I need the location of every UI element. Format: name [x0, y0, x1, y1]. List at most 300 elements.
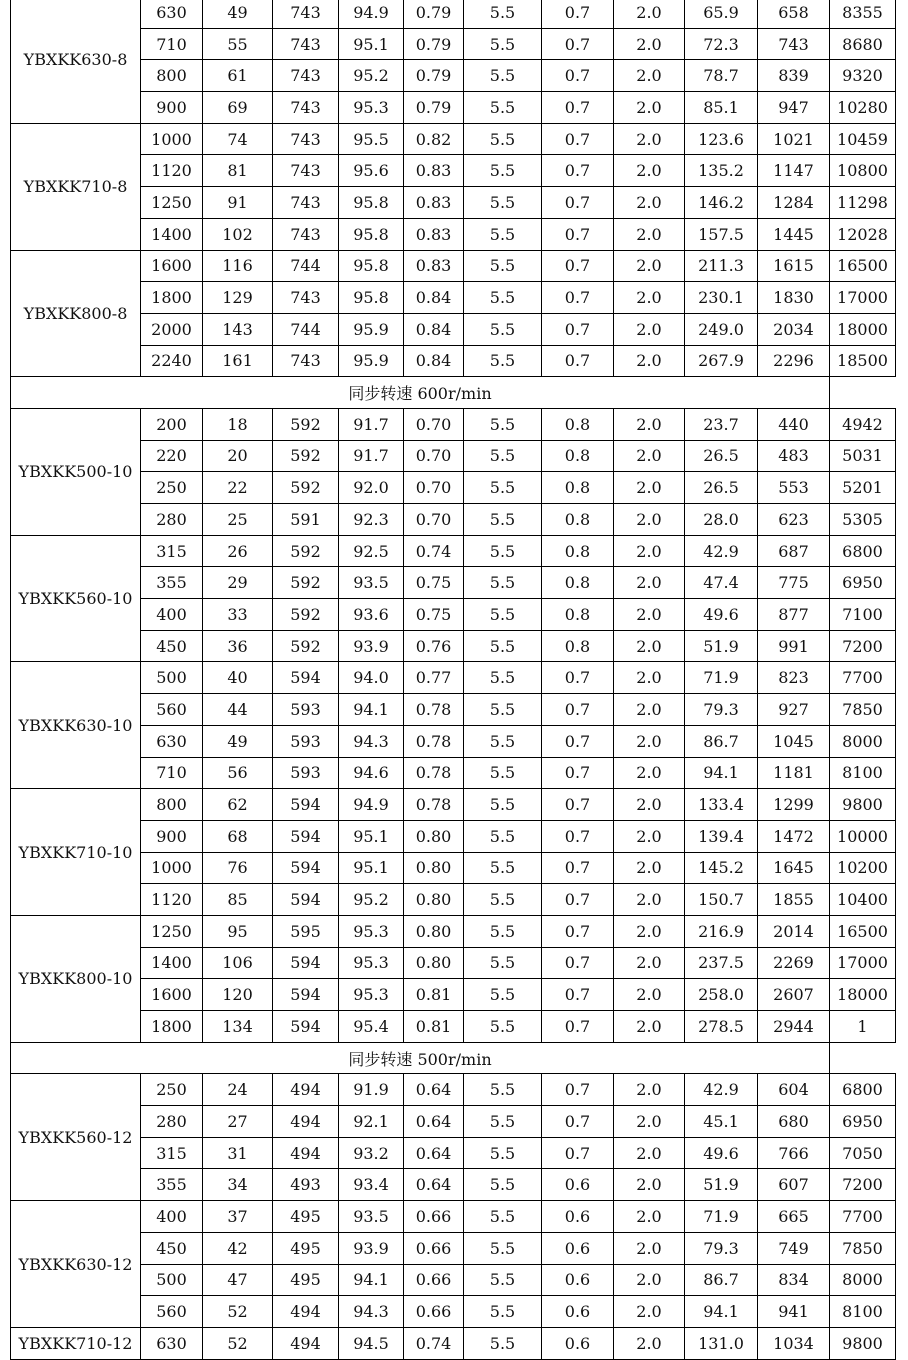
- table-cell: 5.5: [464, 1074, 542, 1106]
- table-cell: 4942: [830, 408, 896, 440]
- table-cell: 0.8: [542, 504, 614, 536]
- table-cell: 593: [273, 694, 339, 726]
- table-cell: 823: [758, 662, 830, 694]
- table-cell: 94.3: [339, 1296, 404, 1328]
- table-row: [11, 408, 896, 440]
- table-cell: 1600: [141, 979, 203, 1011]
- table-cell: 2.0: [614, 60, 685, 92]
- table-cell: 0.78: [404, 725, 464, 757]
- table-cell: 81: [203, 155, 273, 187]
- table-cell: 594: [273, 947, 339, 979]
- table-cell: 1147: [758, 155, 830, 187]
- table-cell: 0.7: [542, 60, 614, 92]
- table-cell: 0.7: [542, 725, 614, 757]
- table-cell: 710: [141, 757, 203, 789]
- table-cell: 36: [203, 630, 273, 662]
- table-cell: 95.4: [339, 1011, 404, 1043]
- table-cell: 0.7: [542, 218, 614, 250]
- table-cell: 280: [141, 504, 203, 536]
- table-cell: 131.0: [685, 1327, 758, 1359]
- table-cell: 0.6: [542, 1201, 614, 1233]
- table-cell: 161: [203, 345, 273, 377]
- table-cell: 5.5: [464, 662, 542, 694]
- table-cell: 27: [203, 1106, 273, 1138]
- table-cell: 1400: [141, 947, 203, 979]
- table-cell: 2.0: [614, 1264, 685, 1296]
- table-cell: 0.8: [542, 630, 614, 662]
- table-cell: 94.3: [339, 725, 404, 757]
- motor-spec-table-body: [11, 0, 896, 1359]
- table-cell: 5.5: [464, 60, 542, 92]
- model-cell: YBXKK710-12: [11, 1327, 141, 1359]
- table-cell: 95.2: [339, 884, 404, 916]
- table-cell: 0.7: [542, 979, 614, 1011]
- table-cell: 216.9: [685, 915, 758, 947]
- table-row: [11, 187, 896, 219]
- table-cell: 5.5: [464, 535, 542, 567]
- table-row: [11, 694, 896, 726]
- table-cell: 7200: [830, 1169, 896, 1201]
- table-cell: 78.7: [685, 60, 758, 92]
- table-cell: 0.79: [404, 0, 464, 28]
- table-row: [11, 1327, 896, 1359]
- table-row: [11, 1074, 896, 1106]
- model-cell: YBXKK560-12: [11, 1074, 141, 1201]
- table-cell: 2.0: [614, 123, 685, 155]
- table-cell: 1615: [758, 250, 830, 282]
- table-cell: 2.0: [614, 1137, 685, 1169]
- table-cell: 0.6: [542, 1264, 614, 1296]
- table-cell: 106: [203, 947, 273, 979]
- table-cell: 2.0: [614, 28, 685, 60]
- table-cell: 0.80: [404, 915, 464, 947]
- table-cell: 0.78: [404, 757, 464, 789]
- table-cell: 495: [273, 1232, 339, 1264]
- table-cell: 5201: [830, 472, 896, 504]
- table-cell: 2.0: [614, 282, 685, 314]
- table-cell: 94.1: [685, 757, 758, 789]
- table-cell: 743: [273, 345, 339, 377]
- table-cell: 2296: [758, 345, 830, 377]
- table-cell: 0.7: [542, 852, 614, 884]
- table-cell: 6800: [830, 1074, 896, 1106]
- table-cell: 495: [273, 1201, 339, 1233]
- table-cell: 7200: [830, 630, 896, 662]
- table-cell: 1299: [758, 789, 830, 821]
- table-cell: 33: [203, 599, 273, 631]
- table-cell: 1000: [141, 123, 203, 155]
- table-cell: 95.1: [339, 852, 404, 884]
- table-cell: 743: [273, 28, 339, 60]
- table-cell: 2607: [758, 979, 830, 1011]
- table-cell: 1250: [141, 187, 203, 219]
- table-cell: 2.0: [614, 1106, 685, 1138]
- table-row: [11, 218, 896, 250]
- table-cell: 592: [273, 535, 339, 567]
- table-cell: 592: [273, 440, 339, 472]
- table-cell: 95.8: [339, 282, 404, 314]
- table-cell: 2014: [758, 915, 830, 947]
- table-cell: 5.5: [464, 1296, 542, 1328]
- table-row: [11, 155, 896, 187]
- table-row: [11, 947, 896, 979]
- table-cell: 92.3: [339, 504, 404, 536]
- table-cell: 450: [141, 630, 203, 662]
- table-cell: 0.78: [404, 789, 464, 821]
- table-cell: 16500: [830, 250, 896, 282]
- table-cell: 92.1: [339, 1106, 404, 1138]
- table-cell: 93.9: [339, 630, 404, 662]
- table-row: [11, 92, 896, 124]
- table-cell: 24: [203, 1074, 273, 1106]
- table-cell: 52: [203, 1296, 273, 1328]
- table-cell: 5.5: [464, 725, 542, 757]
- table-cell: 135.2: [685, 155, 758, 187]
- table-cell: 102: [203, 218, 273, 250]
- table-cell: 604: [758, 1074, 830, 1106]
- table-cell: 1800: [141, 282, 203, 314]
- table-cell: 355: [141, 567, 203, 599]
- table-cell: 94.5: [339, 1327, 404, 1359]
- table-cell: 1600: [141, 250, 203, 282]
- table-cell: 0.81: [404, 1011, 464, 1043]
- table-cell: 743: [273, 187, 339, 219]
- table-cell: 23.7: [685, 408, 758, 440]
- table-cell: 85.1: [685, 92, 758, 124]
- table-row: [11, 567, 896, 599]
- section-row: [11, 1042, 896, 1074]
- table-cell: 94.0: [339, 662, 404, 694]
- table-cell: 95.3: [339, 92, 404, 124]
- table-cell: 5.5: [464, 408, 542, 440]
- table-cell: 2.0: [614, 599, 685, 631]
- table-cell: 560: [141, 694, 203, 726]
- table-cell: 47: [203, 1264, 273, 1296]
- motor-spec-table: [10, 0, 896, 1360]
- table-cell: 250: [141, 1074, 203, 1106]
- table-cell: 594: [273, 852, 339, 884]
- table-cell: 0.82: [404, 123, 464, 155]
- table-cell: 2.0: [614, 789, 685, 821]
- table-cell: 494: [273, 1074, 339, 1106]
- table-cell: 42: [203, 1232, 273, 1264]
- table-cell: 483: [758, 440, 830, 472]
- table-cell: 591: [273, 504, 339, 536]
- table-cell: 744: [273, 250, 339, 282]
- table-cell: 278.5: [685, 1011, 758, 1043]
- table-cell: 607: [758, 1169, 830, 1201]
- table-cell: 0.7: [542, 820, 614, 852]
- table-cell: 743: [758, 28, 830, 60]
- table-cell: 116: [203, 250, 273, 282]
- table-cell: 49.6: [685, 1137, 758, 1169]
- table-row: [11, 1011, 896, 1043]
- table-cell: 2.0: [614, 345, 685, 377]
- table-cell: 10000: [830, 820, 896, 852]
- table-cell: 1855: [758, 884, 830, 916]
- table-cell: 2.0: [614, 250, 685, 282]
- table-cell: 1045: [758, 725, 830, 757]
- table-row: [11, 725, 896, 757]
- table-cell: 1284: [758, 187, 830, 219]
- table-cell: 2.0: [614, 915, 685, 947]
- section-heading: 同步转速 600r/min: [11, 377, 830, 409]
- table-cell: 5.5: [464, 472, 542, 504]
- table-cell: 1445: [758, 218, 830, 250]
- table-cell: 595: [273, 915, 339, 947]
- table-cell: 2.0: [614, 662, 685, 694]
- table-cell: 5.5: [464, 1264, 542, 1296]
- table-cell: 91: [203, 187, 273, 219]
- table-cell: 52: [203, 1327, 273, 1359]
- table-cell: 95: [203, 915, 273, 947]
- table-cell: 143: [203, 313, 273, 345]
- table-cell: 258.0: [685, 979, 758, 1011]
- table-cell: 0.8: [542, 567, 614, 599]
- table-cell: 594: [273, 789, 339, 821]
- table-cell: 594: [273, 979, 339, 1011]
- table-cell: 0.81: [404, 979, 464, 1011]
- model-cell: YBXKK630-12: [11, 1201, 141, 1328]
- table-cell: 42.9: [685, 535, 758, 567]
- table-cell: 5.5: [464, 630, 542, 662]
- model-cell: YBXKK710-10: [11, 789, 141, 916]
- table-cell: 5.5: [464, 915, 542, 947]
- table-cell: 743: [273, 60, 339, 92]
- table-cell: 400: [141, 1201, 203, 1233]
- table-cell: 1000: [141, 852, 203, 884]
- table-cell: 0.70: [404, 472, 464, 504]
- table-cell: 16500: [830, 915, 896, 947]
- table-cell: 95.3: [339, 915, 404, 947]
- table-cell: 680: [758, 1106, 830, 1138]
- table-cell: 5305: [830, 504, 896, 536]
- table-cell: 95.2: [339, 60, 404, 92]
- table-cell: 5.5: [464, 852, 542, 884]
- table-cell: 5.5: [464, 123, 542, 155]
- table-cell: 0.7: [542, 345, 614, 377]
- table-row: [11, 440, 896, 472]
- table-cell: 18000: [830, 313, 896, 345]
- table-cell: 710: [141, 28, 203, 60]
- table-cell: 0.66: [404, 1296, 464, 1328]
- table-cell: 1645: [758, 852, 830, 884]
- table-cell: 0.6: [542, 1327, 614, 1359]
- table-cell: 22: [203, 472, 273, 504]
- table-cell: 95.3: [339, 947, 404, 979]
- table-cell: 623: [758, 504, 830, 536]
- table-cell: 594: [273, 820, 339, 852]
- table-cell: 2.0: [614, 852, 685, 884]
- table-cell: 5.5: [464, 884, 542, 916]
- table-cell: 237.5: [685, 947, 758, 979]
- table-cell: 95.9: [339, 345, 404, 377]
- table-cell: 0.74: [404, 1327, 464, 1359]
- table-cell: 5.5: [464, 979, 542, 1011]
- table-cell: 5.5: [464, 282, 542, 314]
- table-cell: 5.5: [464, 567, 542, 599]
- table-cell: 40: [203, 662, 273, 694]
- table-row: [11, 662, 896, 694]
- table-cell: 10800: [830, 155, 896, 187]
- table-cell: 900: [141, 820, 203, 852]
- table-cell: 315: [141, 1137, 203, 1169]
- table-cell: 2240: [141, 345, 203, 377]
- table-row: [11, 504, 896, 536]
- table-cell: 10459: [830, 123, 896, 155]
- table-row: [11, 472, 896, 504]
- table-cell: 5.5: [464, 155, 542, 187]
- section-heading: 同步转速 500r/min: [11, 1042, 830, 1074]
- table-cell: 79.3: [685, 694, 758, 726]
- table-cell: 0.7: [542, 155, 614, 187]
- table-cell: 5.5: [464, 820, 542, 852]
- table-cell: 2.0: [614, 567, 685, 599]
- table-cell: 1181: [758, 757, 830, 789]
- table-row: [11, 1201, 896, 1233]
- table-cell: 0.7: [542, 187, 614, 219]
- table-cell: 0.64: [404, 1106, 464, 1138]
- table-cell: 2.0: [614, 472, 685, 504]
- table-cell: 665: [758, 1201, 830, 1233]
- table-cell: 2269: [758, 947, 830, 979]
- table-cell: 0.83: [404, 250, 464, 282]
- table-cell: 2.0: [614, 979, 685, 1011]
- table-cell: 0.8: [542, 408, 614, 440]
- table-cell: 5.5: [464, 1232, 542, 1264]
- table-cell: 5.5: [464, 1169, 542, 1201]
- table-cell: 0.7: [542, 1106, 614, 1138]
- table-cell: 91.9: [339, 1074, 404, 1106]
- table-cell: 0.84: [404, 282, 464, 314]
- table-cell: 91.7: [339, 440, 404, 472]
- table-cell: 5.5: [464, 28, 542, 60]
- table-cell: 5.5: [464, 504, 542, 536]
- table-cell: 592: [273, 567, 339, 599]
- table-cell: 500: [141, 662, 203, 694]
- table-cell: 5.5: [464, 0, 542, 28]
- table-cell: 0.70: [404, 504, 464, 536]
- table-cell: 0.7: [542, 1137, 614, 1169]
- table-cell: 630: [141, 1327, 203, 1359]
- table-cell: 93.6: [339, 599, 404, 631]
- table-cell: 0.7: [542, 915, 614, 947]
- table-cell: 743: [273, 218, 339, 250]
- table-cell: 400: [141, 599, 203, 631]
- table-cell: 0.83: [404, 218, 464, 250]
- table-cell: 28.0: [685, 504, 758, 536]
- table-cell: 94.1: [339, 694, 404, 726]
- table-cell: 0.70: [404, 408, 464, 440]
- table-cell: 0.7: [542, 0, 614, 28]
- table-cell: 1400: [141, 218, 203, 250]
- table-cell: 0.7: [542, 282, 614, 314]
- table-cell: 593: [273, 725, 339, 757]
- table-row: [11, 1137, 896, 1169]
- table-cell: 94.6: [339, 757, 404, 789]
- table-cell: 494: [273, 1327, 339, 1359]
- table-cell: 5.5: [464, 1327, 542, 1359]
- table-cell: 553: [758, 472, 830, 504]
- table-cell: 2.0: [614, 187, 685, 219]
- table-cell: 5.5: [464, 313, 542, 345]
- table-row: [11, 789, 896, 821]
- table-cell: 0.8: [542, 472, 614, 504]
- table-cell: 29: [203, 567, 273, 599]
- table-cell: 51.9: [685, 630, 758, 662]
- table-cell: 0.84: [404, 345, 464, 377]
- table-cell: 31: [203, 1137, 273, 1169]
- table-cell: 2.0: [614, 408, 685, 440]
- table-cell: 630: [141, 0, 203, 28]
- table-cell: 592: [273, 472, 339, 504]
- table-cell: 2.0: [614, 630, 685, 662]
- table-row: [11, 60, 896, 92]
- table-cell: 86.7: [685, 1264, 758, 1296]
- table-cell: 687: [758, 535, 830, 567]
- table-row: [11, 535, 896, 567]
- table-cell: 120: [203, 979, 273, 1011]
- table-cell: 93.9: [339, 1232, 404, 1264]
- table-cell: 5.5: [464, 599, 542, 631]
- table-cell: 877: [758, 599, 830, 631]
- table-cell: 95.8: [339, 218, 404, 250]
- table-row: [11, 820, 896, 852]
- model-cell: YBXKK630-10: [11, 662, 141, 789]
- model-cell: YBXKK500-10: [11, 408, 141, 535]
- table-cell: 0.80: [404, 820, 464, 852]
- table-cell: 5.5: [464, 92, 542, 124]
- table-row: [11, 1169, 896, 1201]
- table-row: [11, 0, 896, 28]
- table-cell: 2.0: [614, 535, 685, 567]
- table-cell: 658: [758, 0, 830, 28]
- table-cell: 94.1: [685, 1296, 758, 1328]
- table-cell: 0.8: [542, 599, 614, 631]
- table-cell: 0.7: [542, 1074, 614, 1106]
- model-cell: YBXKK630-8: [11, 0, 141, 123]
- table-cell: 5.5: [464, 250, 542, 282]
- table-cell: 494: [273, 1296, 339, 1328]
- table-cell: 5.5: [464, 218, 542, 250]
- table-cell: 0.79: [404, 60, 464, 92]
- table-row: [11, 630, 896, 662]
- table-cell: 12028: [830, 218, 896, 250]
- table-cell: 10400: [830, 884, 896, 916]
- table-cell: 1: [830, 1011, 896, 1043]
- table-cell: 51.9: [685, 1169, 758, 1201]
- table-cell: 5031: [830, 440, 896, 472]
- table-row: [11, 1232, 896, 1264]
- table-cell: 743: [273, 0, 339, 28]
- table-cell: 11298: [830, 187, 896, 219]
- table-cell: 157.5: [685, 218, 758, 250]
- table-cell: 86.7: [685, 725, 758, 757]
- table-cell: 0.7: [542, 789, 614, 821]
- table-cell: 2.0: [614, 504, 685, 536]
- table-row: [11, 1296, 896, 1328]
- table-cell: 0.75: [404, 567, 464, 599]
- table-cell: 0.83: [404, 187, 464, 219]
- table-cell: 0.66: [404, 1232, 464, 1264]
- table-cell: 71.9: [685, 1201, 758, 1233]
- table-cell: 355: [141, 1169, 203, 1201]
- table-cell: 5.5: [464, 694, 542, 726]
- model-cell: YBXKK800-10: [11, 915, 141, 1042]
- table-cell: 69: [203, 92, 273, 124]
- table-cell: 2034: [758, 313, 830, 345]
- table-cell: 5.5: [464, 187, 542, 219]
